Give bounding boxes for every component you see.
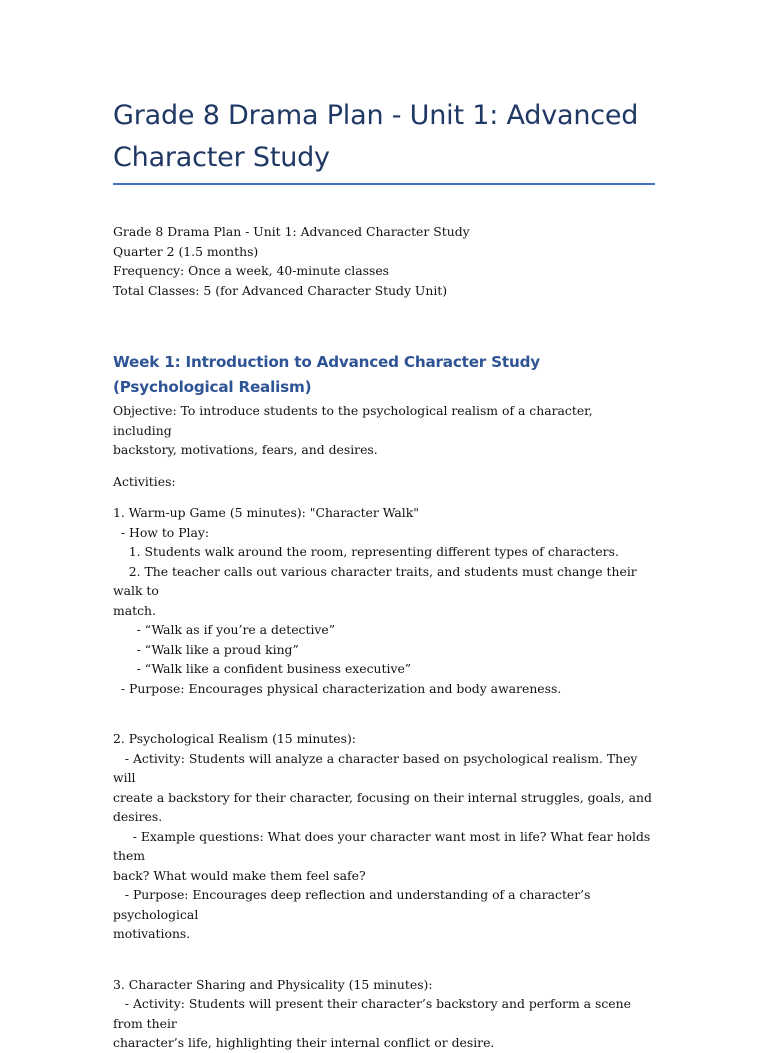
- activity-example: back? What would make them feel safe?: [113, 867, 366, 883]
- activity-example: - “Walk as if you’re a detective”: [113, 622, 336, 637]
- meta-line-total-classes: Total Classes: 5 (for Advanced Character Study Unit): [113, 282, 448, 298]
- activity-step: match.: [113, 602, 156, 618]
- activities-label: Activities:: [113, 473, 176, 489]
- week1-heading: Week 1: Introduction to Advanced Character Study (Psychological Realism): [113, 353, 540, 396]
- document-page: [113, 95, 655, 1053]
- activity-purpose: - Purpose: Encourages deep reflection and understanding of a character’s psychological: [113, 887, 595, 922]
- activity-warmup: [113, 503, 655, 698]
- activity-example: - “Walk like a confident business executive”: [113, 661, 412, 676]
- activity-step: 2. The teacher calls out various character traits, and students must change their walk to: [113, 563, 641, 598]
- activity-title: 3. Character Sharing and Physicality (15 minutes):: [113, 976, 433, 992]
- objective-line: backstory, motivations, fears, and desires.: [113, 442, 378, 457]
- spacer: [113, 460, 655, 472]
- activity-psychological-realism: [113, 729, 655, 944]
- meta-line-quarter: Quarter 2 (1.5 months): [113, 243, 259, 259]
- meta-line-plan: Grade 8 Drama Plan - Unit 1: Advanced Character Study: [113, 224, 470, 239]
- activity-subheading: - How to Play:: [113, 524, 210, 540]
- unit-metadata: [113, 222, 655, 300]
- activity-example: - Example questions: What does your character want most in life? What fear holds them: [113, 828, 655, 863]
- spacer: [113, 698, 655, 729]
- activity-description: desires.: [113, 809, 163, 824]
- spacer: [113, 491, 655, 503]
- activity-character-sharing: [113, 975, 655, 1053]
- title-divider: [113, 183, 655, 185]
- activity-example: - “Walk like a proud king”: [113, 641, 299, 657]
- week1-objective: [113, 401, 655, 460]
- activity-title: 2. Psychological Realism (15 minutes):: [113, 731, 356, 746]
- activity-step: 1. Students walk around the room, representing different types of characters.: [113, 544, 619, 559]
- spacer: [113, 944, 655, 975]
- activity-description: - Activity: Students will present their character’s backstory and perform a scene from their: [113, 996, 635, 1031]
- document-title: Grade 8 Drama Plan - Unit 1: Advanced Character Study: [113, 100, 639, 173]
- activity-title: 1. Warm-up Game (5 minutes): "Character Walk": [113, 505, 419, 520]
- meta-line-frequency: Frequency: Once a week, 40-minute classes: [113, 263, 390, 278]
- activity-description: - Activity: Students will analyze a character based on psychological realism. They will: [113, 750, 642, 785]
- activity-purpose: motivations.: [113, 926, 191, 941]
- activity-description: create a backstory for their character, focusing on their internal struggles, goals, and: [113, 789, 652, 805]
- activity-description: character’s life, highlighting their internal conflict or desire.: [113, 1035, 495, 1050]
- objective-line: Objective: To introduce students to the psychological realism of a character, including: [113, 403, 597, 438]
- activity-purpose: - Purpose: Encourages physical characterization and body awareness.: [113, 680, 562, 696]
